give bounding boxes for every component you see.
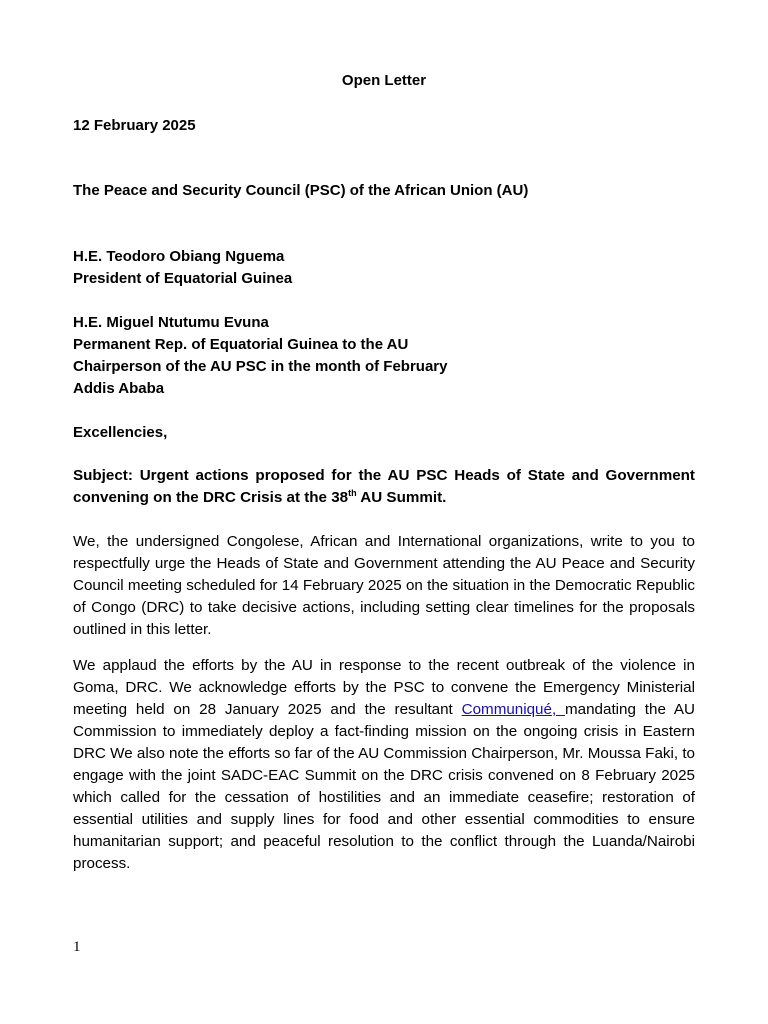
recipient2-role2: Chairperson of the AU PSC in the month of February	[73, 358, 448, 375]
paragraph-2-text: We applaud the efforts by the AU in response to the recent outbreak of the violence in Goma, DRC. We acknowledge efforts by the PSC to convene the Emergency Ministerial meeting held on 28 January 2025 and the resultant	[73, 657, 695, 718]
paragraph-1: We, the undersigned Congolese, African and International organizations, write to you to respectfully urge the Heads of State and Government attending the AU Peace and Security Council meeting scheduled for 14 February 2025 on the situation in the Democratic Republic of Congo (DRC) to take decisive actions, including setting clear timelines for the proposals outlined in this letter.	[73, 533, 695, 638]
subject-superscript: th	[348, 487, 357, 498]
recipient1-name: H.E. Teodoro Obiang Nguema	[73, 248, 285, 265]
subject-line	[73, 465, 695, 509]
letter-date: 12 February 2025	[73, 117, 196, 134]
addressee-organization: The Peace and Security Council (PSC) of the African Union (AU)	[73, 182, 529, 199]
letter-title: Open Letter	[341, 72, 427, 89]
recipient2-name: H.E. Miguel Ntutumu Evuna	[73, 314, 269, 331]
page-number: 1	[73, 939, 81, 955]
recipient2-location: Addis Ababa	[73, 380, 165, 397]
subject-text-end: AU Summit.	[356, 489, 447, 506]
salutation: Excellencies,	[73, 424, 168, 441]
paragraph-2-text-end: mandating the AU Commission to immediately deploy a fact-finding mission on the ongoing crisis in Eastern DRC We also note the efforts so far of the AU Commission Chairperson, Mr. Moussa Faki, to engage with the joint SADC-EAC Summit on the DRC crisis convened on 8 February 2025 which called for the cessation of hostilities and an immediate ceasefire; restoration of essential utilities and supply lines for food and other essential commodities to ensure humanitarian support; and peaceful resolution to the conflict through the Luanda/Nairobi process.	[73, 701, 695, 872]
recipient1-role: President of Equatorial Guinea	[73, 270, 293, 287]
paragraph-2	[73, 655, 695, 875]
communique-link[interactable]: Communiqué,	[461, 701, 566, 718]
recipient2-role1: Permanent Rep. of Equatorial Guinea to the AU	[73, 336, 409, 353]
subject-text: Subject: Urgent actions proposed for the AU PSC Heads of State and Government convening on the DRC Crisis at the 38	[73, 467, 695, 506]
